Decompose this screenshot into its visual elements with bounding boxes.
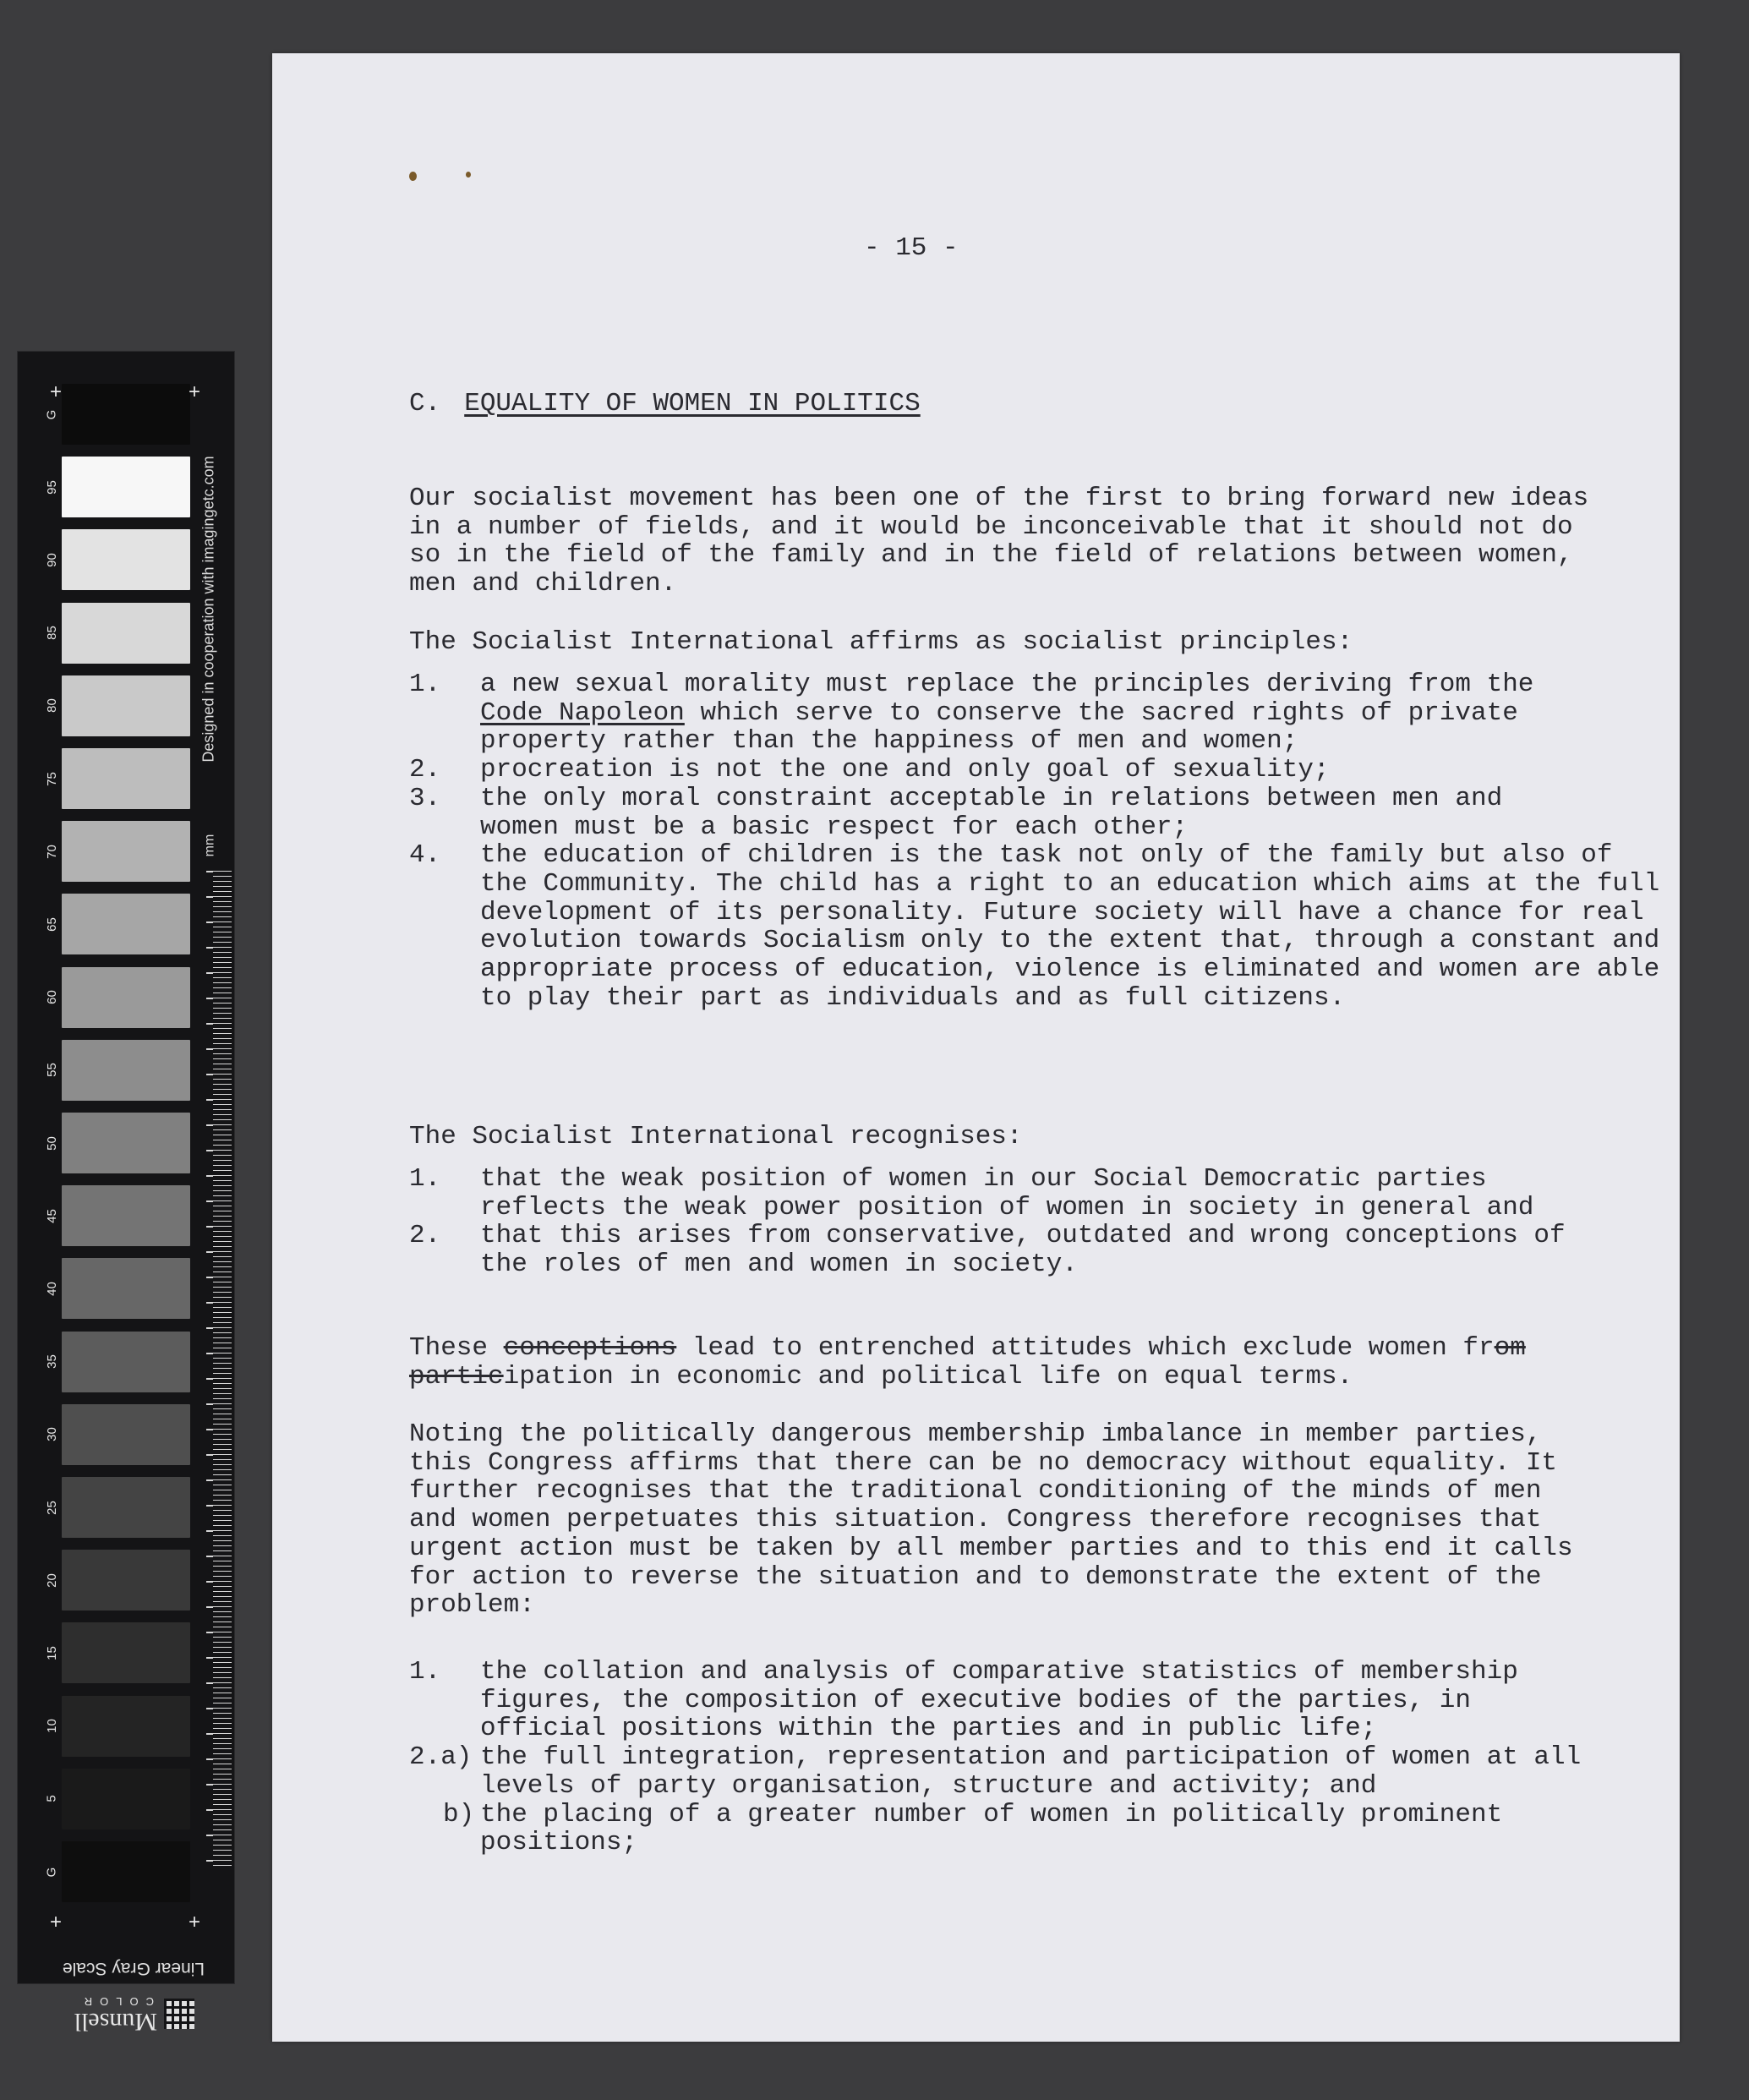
typed-text xyxy=(272,53,1680,2042)
action-list xyxy=(409,1658,1593,1857)
scale-title: Linear Gray Scale xyxy=(62,1959,205,1978)
section-letter: C. xyxy=(409,389,441,418)
munsell-brand xyxy=(51,1992,194,2034)
item-number: 1. xyxy=(409,1657,441,1687)
gray-swatch xyxy=(62,894,190,954)
swatch-label: 30 xyxy=(44,1427,59,1442)
gray-swatch xyxy=(62,1696,190,1757)
item-number: 2. xyxy=(409,1221,441,1251)
item-number: b) xyxy=(443,1799,475,1829)
noting-paragraph: Noting the politically dangerous membership imbalance in member parties, this Congress affirms that there can be no democracy without equality. It further recognises that the traditional conditioning of the minds of men and women perpetuates this situation. Congress therefore recognises that urgent action must be taken by all member parties and to this end it calls for action to reverse the situation and to demonstrate the extent of the problem: xyxy=(409,1419,1573,1621)
item-number: 4. xyxy=(409,840,441,871)
swatch-label: 70 xyxy=(44,844,59,859)
section-heading xyxy=(409,390,921,418)
gray-swatch xyxy=(62,1622,190,1683)
intro-paragraph: Our socialist movement has been one of the first to bring forward new ideas in a number of fields, and it would be inconceivable that it should not do so in the field of the family and in the field of relations between women, men and children. xyxy=(409,484,1589,599)
swatch-label: 65 xyxy=(44,917,59,932)
struck-word: conceptions xyxy=(503,1333,677,1363)
gray-swatch xyxy=(62,1113,190,1173)
list-item: 2. that this arises from conservative, outdated and wrong conceptions of the roles of men and women in society. xyxy=(409,1221,1566,1280)
section-title: EQUALITY OF WOMEN IN POLITICS xyxy=(464,389,921,418)
list-item: b) the placing of a greater number of women in politically prominent positions; xyxy=(443,1799,1503,1858)
munsell-logo-icon xyxy=(164,1999,194,2029)
swatch-label: 90 xyxy=(44,553,59,567)
munsell-subtitle: COLOR xyxy=(76,1995,154,2008)
swatch-label: G xyxy=(44,1867,59,1877)
gray-swatch xyxy=(62,821,190,882)
swatch-label: 50 xyxy=(44,1135,59,1151)
page-number: - 15 - xyxy=(864,233,959,263)
swatch-label: 15 xyxy=(44,1646,59,1660)
gray-swatch xyxy=(62,967,190,1028)
gray-swatch xyxy=(62,1841,190,1902)
gray-swatch xyxy=(62,1040,190,1101)
ruler-unit-label: mm xyxy=(202,834,216,857)
registration-mark: + xyxy=(50,380,63,403)
item-number: 1. xyxy=(409,670,441,699)
gray-swatch xyxy=(62,384,190,445)
list-item: 1. a new sexual morality must replace the principles deriving from the Code Napoleon which serve to conserve the sacred rights of private property rather than the happiness of men and women; xyxy=(409,670,1534,757)
list-item: 1. the collation and analysis of comparative statistics of membership figures, the composition of executive bodies of the parties, in official positions within the parties and in public life; xyxy=(409,1657,1518,1744)
gray-swatch xyxy=(62,1550,190,1611)
swatch-label: 75 xyxy=(44,771,59,786)
munsell-wordmark: Munsell xyxy=(74,2008,157,2036)
swatch-label: 5 xyxy=(44,1795,59,1802)
gray-swatch xyxy=(62,748,190,809)
item-number: 3. xyxy=(409,783,441,813)
mm-ruler xyxy=(213,871,232,1868)
item-number: 2. xyxy=(409,755,441,785)
swatch-label: 35 xyxy=(44,1354,59,1369)
recognises-heading: The Socialist International recognises: xyxy=(409,1122,1023,1151)
affirms-list xyxy=(409,670,1660,1013)
swatch-label: 45 xyxy=(44,1208,59,1223)
swatch-label: 55 xyxy=(44,1063,59,1078)
document-page xyxy=(272,53,1680,2042)
list-item: 2. procreation is not the one and only goal of sexuality; xyxy=(409,755,1330,785)
item-number: 1. xyxy=(409,1164,441,1194)
item-number: 2.a) xyxy=(409,1742,473,1773)
swatch-label: 25 xyxy=(44,1500,59,1515)
list-item: 1. that the weak position of women in our Social Democratic parties reflects the weak power position of women in society in general and xyxy=(409,1164,1534,1222)
gray-swatch xyxy=(62,675,190,736)
swatch-label: 20 xyxy=(44,1572,59,1588)
swatch-label: 80 xyxy=(44,698,59,714)
gray-swatch xyxy=(62,1769,190,1829)
list-item: 4. the education of children is the task not only of the family but also of the Community. The child has a right to an education which aims at the full development of its personality. Future society will have a chance for real evolution towards Socialism only to the extent that, through a constant and appropriate process of education, violence is eliminated and women are able to play their part as individuals and as full citizens. xyxy=(409,840,1660,1013)
registration-mark: + xyxy=(189,1911,201,1933)
gray-swatch xyxy=(62,1332,190,1392)
list-item: 3. the only moral constraint acceptable in relations between men and women must be a basic respect for each other; xyxy=(409,783,1503,842)
code-napoleon: Code Napoleon xyxy=(480,697,685,728)
gray-swatch xyxy=(62,457,190,517)
swatch-label: 40 xyxy=(44,1282,59,1296)
registration-mark: + xyxy=(50,1911,63,1933)
affirms-heading: The Socialist International affirms as socialist principles: xyxy=(409,627,1353,657)
gray-swatch xyxy=(62,1185,190,1246)
swatch-label: 85 xyxy=(44,626,59,640)
struck-word: om partic xyxy=(409,1333,1526,1392)
gray-swatch xyxy=(62,529,190,590)
scale-credit: Designed in cooperation with imagingetc.com xyxy=(199,455,217,763)
gray-swatch xyxy=(62,1477,190,1538)
swatch-label: 60 xyxy=(44,990,59,1004)
gray-swatch xyxy=(62,1404,190,1465)
swatch-label: G xyxy=(44,409,59,419)
gray-swatch xyxy=(62,603,190,664)
registration-mark: + xyxy=(189,380,201,403)
list-item: 2.a) the full integration, representation and participation of women at all levels of party organisation, structure and activity; and xyxy=(409,1742,1582,1801)
recognises-list xyxy=(409,1165,1610,1279)
swatch-label: 95 xyxy=(44,479,59,495)
attitudes-paragraph: These conceptions lead to entrenched attitudes which exclude women from participation in economic and political life on equal terms. xyxy=(409,1333,1526,1392)
swatch-label: 10 xyxy=(44,1719,59,1733)
gray-swatch xyxy=(62,1258,190,1319)
